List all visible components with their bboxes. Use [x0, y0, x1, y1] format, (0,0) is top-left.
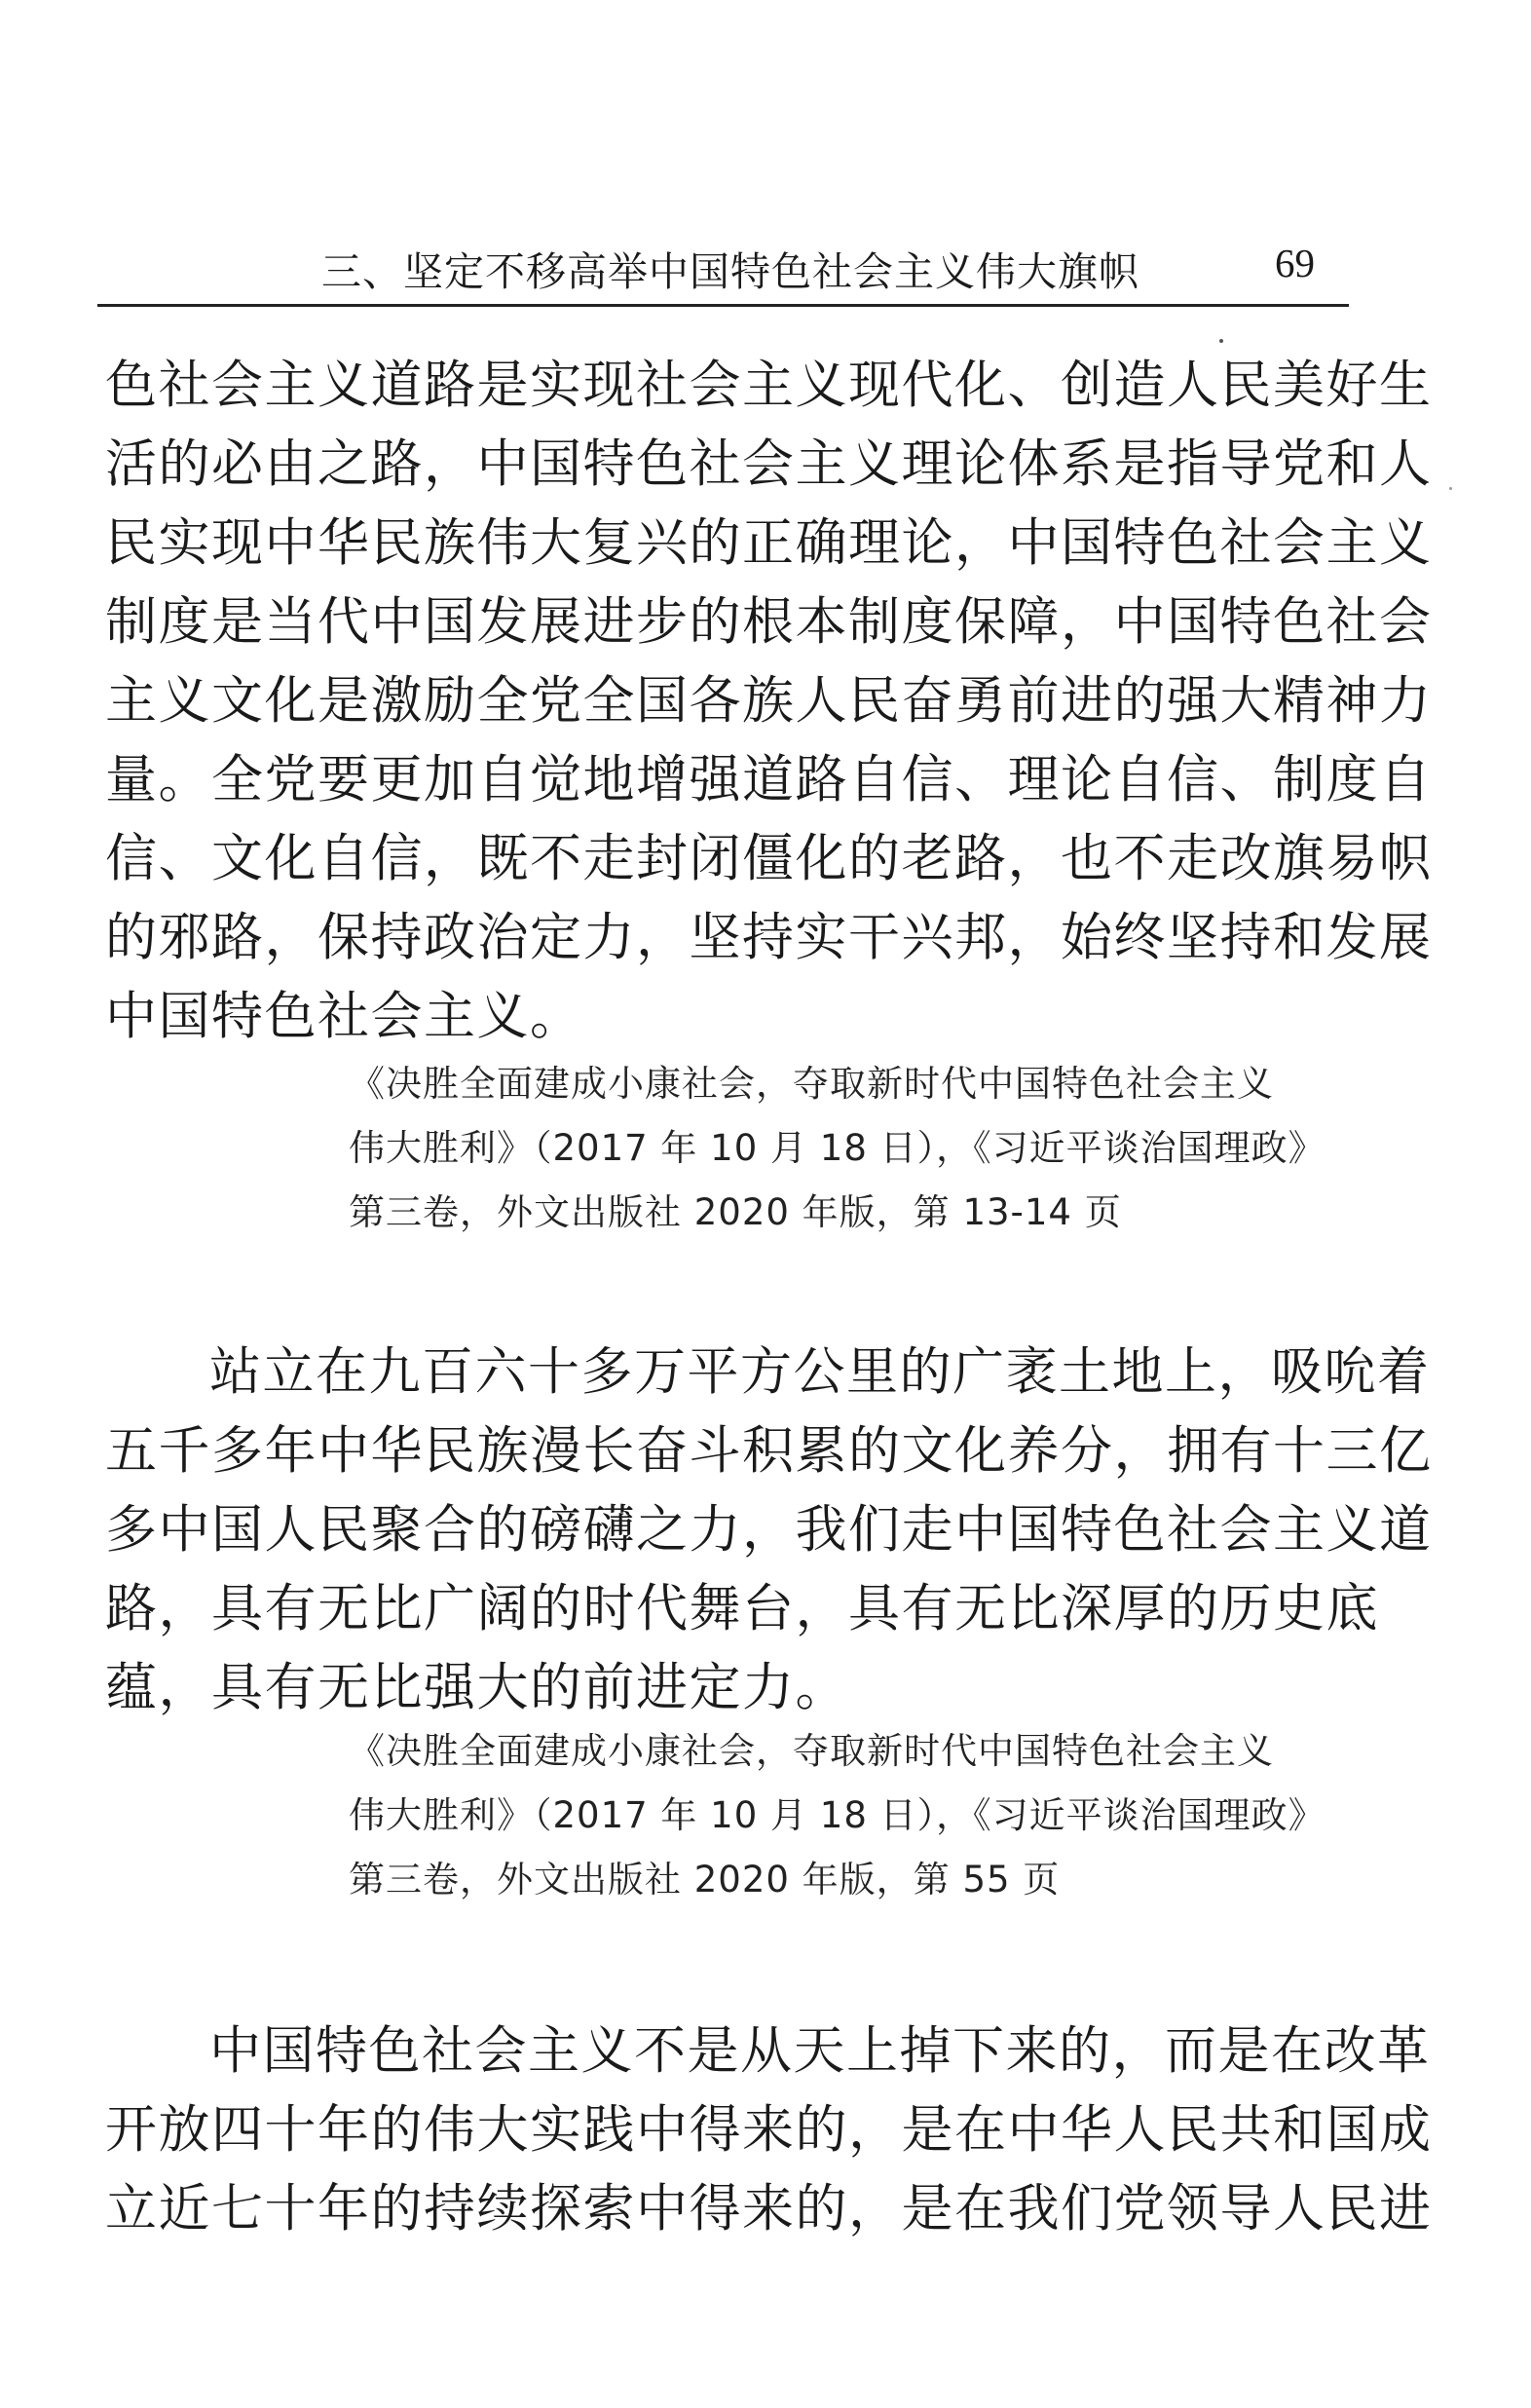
running-header — [97, 236, 1344, 304]
text-line: 量。全党要更加自觉地增强道路自信、理论自信、制度自 — [105, 750, 1433, 809]
citation-line: 《决胜全面建成小康社会，夺取新时代中国特色社会主义 — [349, 1730, 1274, 1772]
scan-speck — [1449, 487, 1452, 490]
header-rule — [97, 304, 1349, 307]
text-line: 五千多年中华民族漫长奋斗积累的文化养分，拥有十三亿 — [105, 1421, 1433, 1481]
citation-2 — [349, 1719, 1352, 1912]
text-line: 制度是当代中国发展进步的根本制度保障，中国特色社会 — [105, 592, 1433, 652]
paragraph-3 — [105, 2012, 1433, 2248]
text-line: 活的必由之路，中国特色社会主义理论体系是指导党和人 — [105, 434, 1433, 494]
citation-line: 第三卷，外文出版社 2020 年版，第 13-14 页 — [349, 1191, 1122, 1233]
text-line: 多中国人民聚合的磅礴之力，我们走中国特色社会主义道 — [105, 1500, 1433, 1560]
text-line: 的邪路，保持政治定力，坚持实干兴邦，始终坚持和发展 — [105, 908, 1433, 967]
scan-speck — [1219, 339, 1223, 343]
text-line: 中国特色社会主义不是从天上掉下来的，而是在改革 — [209, 2021, 1431, 2081]
paragraph-1 — [105, 346, 1433, 1056]
citation-line: 《决胜全面建成小康社会，夺取新时代中国特色社会主义 — [349, 1063, 1274, 1105]
text-line: 信、文化自信，既不走封闭僵化的老路，也不走改旗易帜 — [105, 829, 1433, 888]
text-line: 民实现中华民族伟大复兴的正确理论，中国特色社会主义 — [105, 513, 1433, 573]
text-line: 开放四十年的伟大实践中得来的，是在中华人民共和国成 — [105, 2100, 1433, 2160]
text-line: 中国特色社会主义。 — [105, 987, 583, 1046]
text-line: 站立在九百六十多万平方公里的广袤土地上，吸吮着 — [209, 1342, 1431, 1402]
citation-line: 伟大胜利》（2017 年 10 月 18 日），《习近平谈治国理政》 — [349, 1794, 1326, 1836]
text-line: 路，具有无比广阔的时代舞台，具有无比深厚的历史底 — [105, 1579, 1379, 1638]
paragraph-2 — [105, 1333, 1433, 1727]
citation-line: 伟大胜利》（2017 年 10 月 18 日），《习近平谈治国理政》 — [349, 1127, 1326, 1169]
text-line: 蕴，具有无比强大的前进定力。 — [105, 1658, 848, 1717]
page-number: 69 — [1275, 241, 1315, 285]
citation-line: 第三卷，外文出版社 2020 年版，第 55 页 — [349, 1859, 1061, 1900]
text-line: 色社会主义道路是实现社会主义现代化、创造人民美好生 — [105, 356, 1433, 415]
chapter-title: 三、坚定不移高举中国特色社会主义伟大旗帜 — [321, 248, 1139, 295]
text-line: 主义文化是激励全党全国各族人民奋勇前进的强大精神力 — [105, 671, 1433, 731]
text-line: 立近七十年的持续探索中得来的，是在我们党领导人民进 — [105, 2179, 1433, 2239]
citation-1 — [349, 1052, 1352, 1245]
